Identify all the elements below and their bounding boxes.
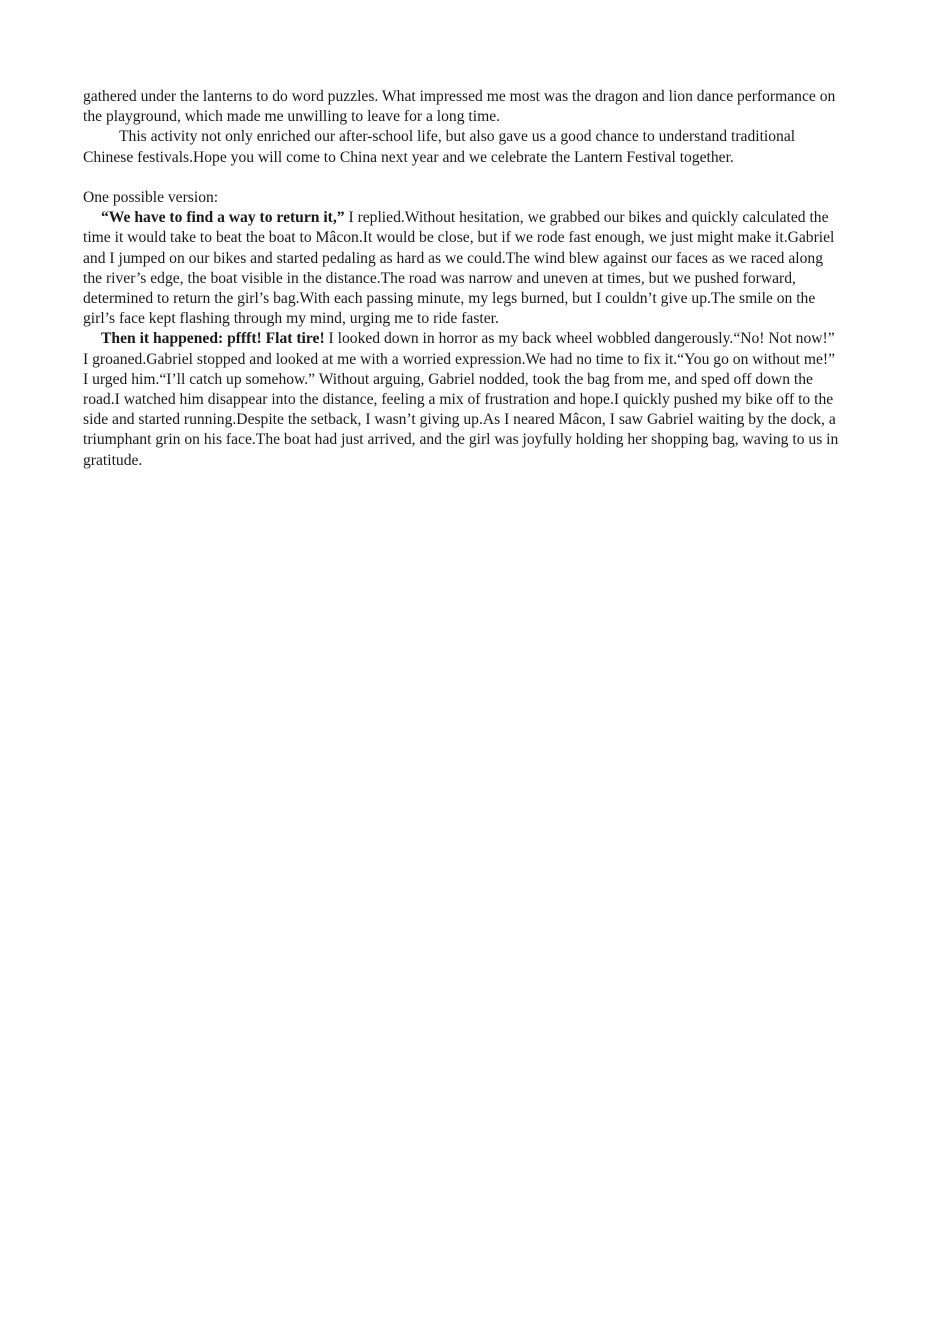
section-heading-possible-version: One possible version: (83, 189, 219, 206)
paragraph-body-return-bag: I replied.Without hesitation, we grabbed our bikes and quickly calculated the time it would take to beat the boat to Mâcon.It would be close, but if we rode fast enough, we just might make it.Gabriel and I jumped on our bikes and started pedaling as hard as we could.The wind blew against our faces as we raced along the river’s edge, the boat visible in the distance.The road was narrow and uneven at times, but we pushed forward, determined to return the girl’s bag.With each passing minute, my legs burned, but I couldn’t give up.The smile on the girl’s face kept flashing through my mind, urging me to ride faster. (83, 209, 835, 328)
paragraph-body-flat-tire: I looked down in horror as my back wheel wobbled dangerously.“No! Not now!” I groaned.Gabriel stopped and looked at me with a worried expression.We had no time to fix it.“You go on without me!” I urged him.“I’ll catch up somehow.” Without arguing, Gabriel nodded, took the bag from me, and sped off down the road.I watched him disappear into the distance, feeling a mix of frustration and hope.I quickly pushed my bike off to the side and started running.Despite the setback, I wasn’t giving up.As I neared Mâcon, I saw Gabriel waiting by the dock, a triumphant grin on his face.The boat had just arrived, and the girl was joyfully holding her shopping bag, waving to us in gratitude. (83, 330, 839, 469)
paragraph-spacer (83, 168, 843, 188)
paragraph-activity-summary: This activity not only enriched our after-school life, but also gave us a good chance to understand traditional Chinese festivals.Hope you will come to China next year and we celebrate the Lantern Festival together. (83, 128, 796, 166)
paragraph-lantern-festival-end: gathered under the lanterns to do word puzzles. What impressed me most was the dragon and lion dance performance on the playground, which made me unwilling to leave for a long time. (83, 88, 836, 126)
paragraph-lead-return-bag: “We have to find a way to return it,” (101, 209, 345, 227)
paragraph-return-bag (83, 208, 843, 329)
document-page (83, 87, 843, 471)
paragraph-flat-tire (83, 329, 843, 470)
paragraph-lead-flat-tire: Then it happened: pffft! Flat tire! (101, 330, 325, 348)
